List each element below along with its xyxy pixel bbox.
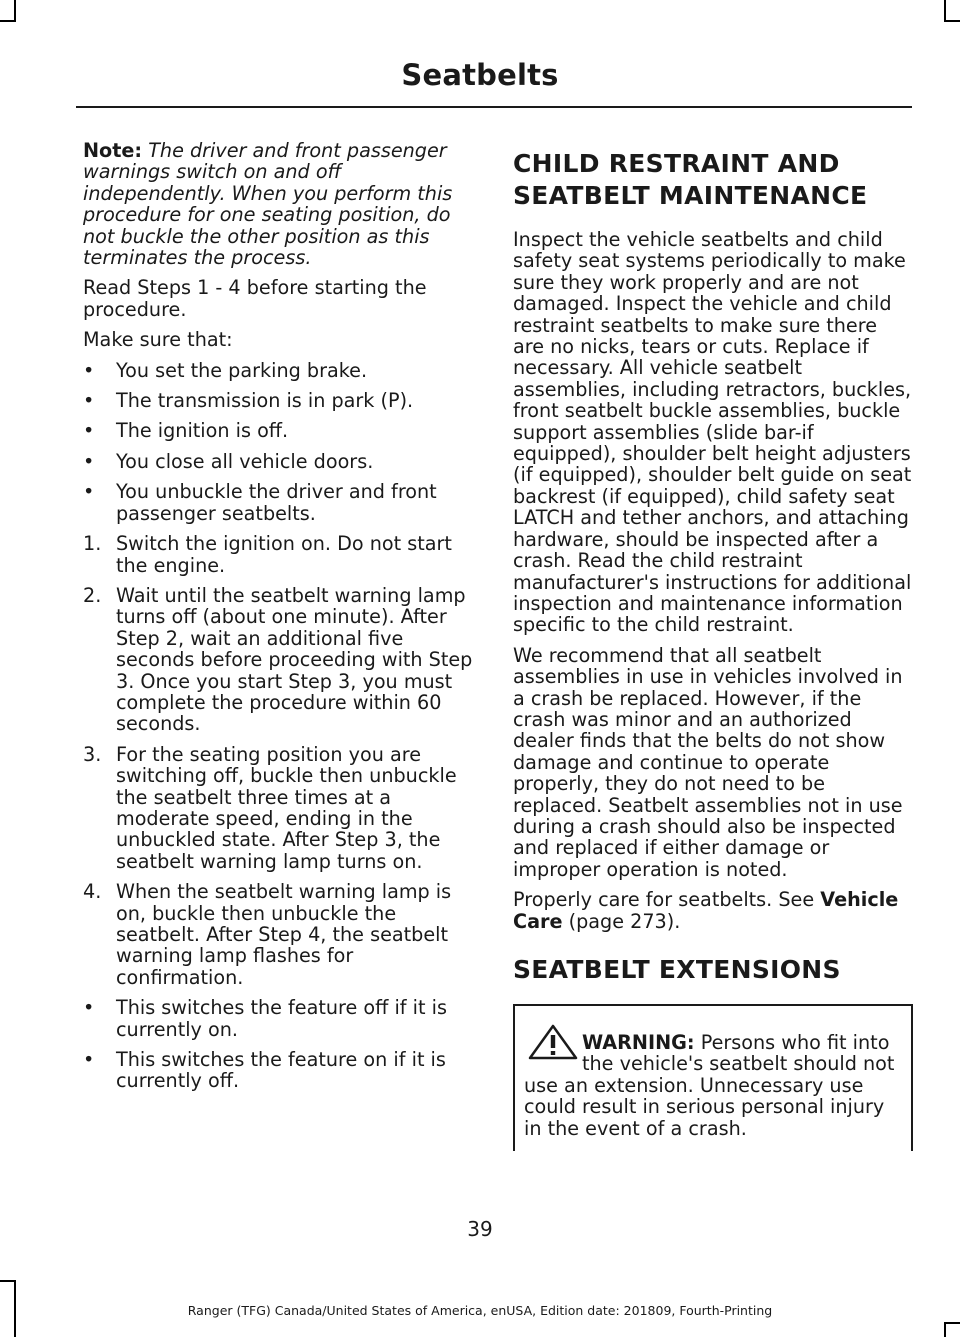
bullet-marker: • — [83, 389, 95, 413]
list-item-text: This switches the feature off if it is currently on. — [116, 996, 447, 1041]
heading-line: CHILD RESTRAINT AND — [513, 149, 840, 178]
step-text: Wait until the seatbelt warning lamp turns off (about one minute). After Step 2, wait an additional five seconds before proceeding with Step 3. Once you start Step 3, you must complete the procedure within 60 seconds. — [116, 583, 473, 736]
step-item — [83, 533, 483, 576]
vehicle-care-link[interactable]: Vehicle Care — [513, 888, 899, 933]
bullet-marker: • — [83, 358, 95, 382]
header-rule — [76, 106, 912, 108]
list-item-text: You close all vehicle doors. — [116, 449, 374, 473]
list-item — [83, 360, 483, 381]
list-item-text: The transmission is in park (P). — [116, 389, 414, 413]
care-suffix: (page 273). — [562, 909, 681, 933]
right-column — [513, 140, 913, 1151]
section-heading-maintenance — [513, 148, 913, 212]
heading-line: SEATBELT MAINTENANCE — [513, 181, 868, 210]
list-item — [83, 997, 483, 1040]
list-item — [83, 481, 483, 524]
page-title: Seatbelts — [401, 58, 559, 92]
list-item — [83, 390, 483, 411]
warning-label: WARNING: — [582, 1031, 695, 1054]
list-item — [83, 1049, 483, 1092]
step-text: For the seating position you are switching off, buckle then unbuckle the seatbelt three times at a moderate speed, ending in the unbuckled state. After Step 3, the seatbelt warning lamp turns on. — [116, 742, 457, 873]
crop-mark — [944, 20, 960, 22]
list-item — [83, 420, 483, 441]
replacement-paragraph: We recommend that all seatbelt assemblies in use in vehicles involved in a crash be replaced. However, if the crash was minor and an authorized dealer finds that the belts do not show damage and continue to operate properly, they do not need to be replaced. Seatbelt assemblies not in use during a crash should also be inspected and replaced if either damage or improper operation is noted. — [513, 643, 903, 881]
step-item — [83, 744, 483, 872]
step-number: 1. — [83, 532, 102, 556]
bullet-marker: • — [83, 480, 95, 504]
page-number: 39 — [467, 1217, 493, 1241]
bullet-marker: • — [83, 419, 95, 443]
crop-mark — [0, 20, 16, 22]
note-text: The driver and front passenger warnings switch on and off independently. When you perform this procedure for one seating position, do not buckle the other position as this terminates the process. — [83, 139, 453, 270]
section-heading-extensions: SEATBELT EXTENSIONS — [513, 955, 841, 984]
maintenance-paragraph: Inspect the vehicle seatbelts and child safety seat systems periodically to make sure they work properly and are not damaged. Inspect the vehicle and child restraint seatbelts to make sure there are no nicks, tears or cuts. Replace if necessary. All vehicle seatbelt assemblies, including retractors, buckles, front seatbelt buckle assemblies, buckle support assemblies (slide bar-if equipped), shoulder belt height adjusters (if equipped), shoulder belt guide on seat backrest (if equipped), child safety seat LATCH and tether anchors, and attaching hardware, should be inspected after a crash. Read the child restraint manufacturer's instructions for additional inspection and maintenance information specific to the child restraint. — [513, 228, 912, 637]
crop-mark — [944, 1322, 946, 1337]
step-number: 4. — [83, 880, 102, 904]
read-steps-text: Read Steps 1 - 4 before starting the procedure. — [83, 276, 427, 321]
warning-text: Persons who fit into the vehicle's seatbelt should not use an extension. Unnecessary use could result in serious personal injury in the event of a crash. — [524, 1031, 895, 1140]
crop-mark — [944, 0, 946, 22]
procedure-steps — [83, 533, 483, 988]
care-prefix: Properly care for seatbelts. See — [513, 888, 821, 912]
crop-mark — [0, 1280, 16, 1282]
prerequisite-list — [83, 360, 483, 524]
note-label: Note: — [83, 139, 143, 162]
step-number: 2. — [83, 583, 102, 607]
list-item — [83, 451, 483, 472]
list-item-text: This switches the feature on if it is currently off. — [116, 1048, 446, 1093]
step-text: Switch the ignition on. Do not start the engine. — [116, 532, 452, 577]
list-item-text: You unbuckle the driver and front passenger seatbelts. — [116, 480, 437, 525]
warning-triangle-icon — [528, 1024, 578, 1060]
note-paragraph — [83, 140, 483, 268]
left-column — [83, 140, 483, 1101]
result-list — [83, 997, 483, 1092]
crop-mark — [944, 1322, 960, 1324]
bullet-marker: • — [83, 1048, 95, 1072]
list-item-text: You set the parking brake. — [116, 358, 368, 382]
bullet-marker: • — [83, 449, 95, 473]
warning-box — [513, 1004, 913, 1151]
make-sure-text: Make sure that: — [83, 328, 233, 352]
list-item-text: The ignition is off. — [116, 419, 289, 443]
bullet-marker: • — [83, 996, 95, 1020]
step-item — [83, 881, 483, 988]
care-paragraph — [513, 889, 913, 932]
step-text: When the seatbelt warning lamp is on, buckle then unbuckle the seatbelt. After Step 4, the seatbelt warning lamp flashes for confirmation. — [116, 880, 452, 989]
crop-mark — [14, 0, 16, 22]
footer-edition: Ranger (TFG) Canada/United States of America, enUSA, Edition date: 201809, Fourth-Printing — [187, 1303, 773, 1318]
step-number: 3. — [83, 742, 102, 766]
step-item — [83, 585, 483, 735]
